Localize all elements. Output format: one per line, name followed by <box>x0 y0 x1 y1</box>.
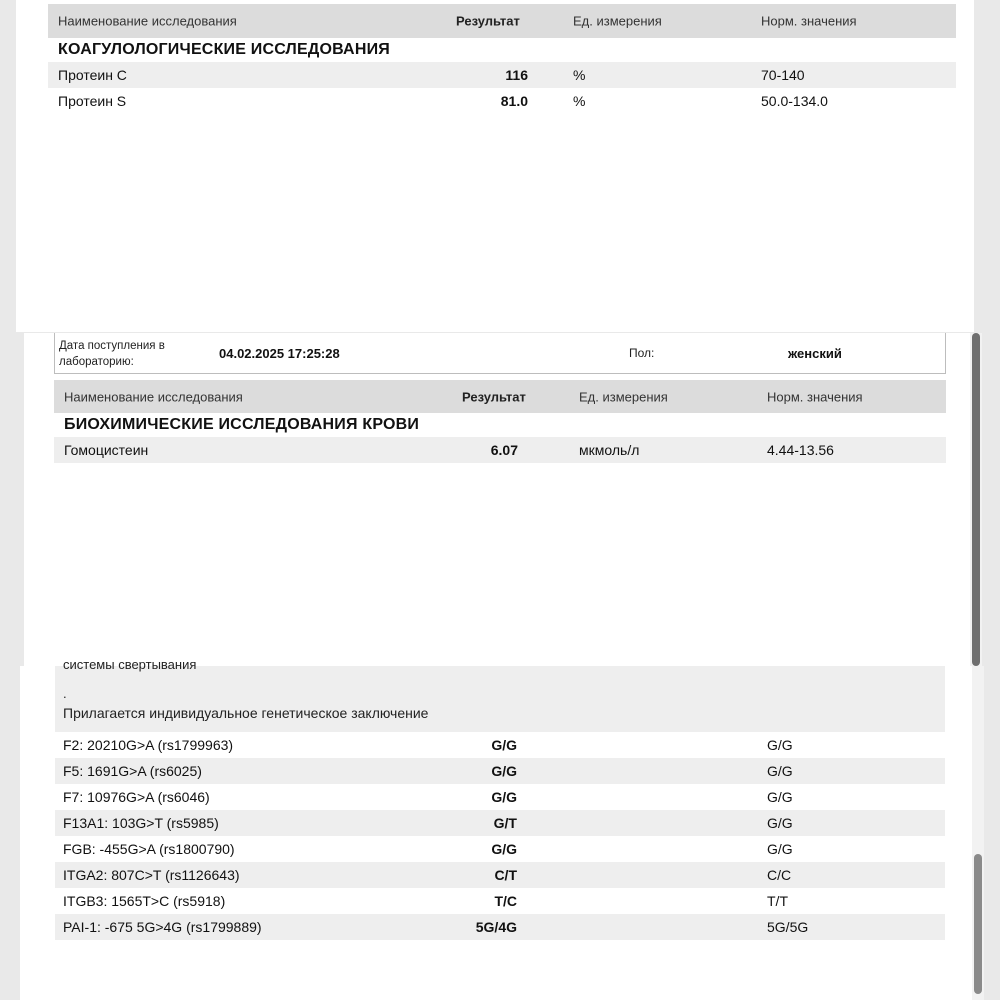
received-value: 04.02.2025 17:25:28 <box>219 346 340 361</box>
coag-section-row <box>48 37 956 63</box>
table-row <box>55 888 945 914</box>
gene-result: 5G/4G <box>475 919 517 935</box>
table-row <box>48 62 956 88</box>
table-row <box>55 836 945 862</box>
sex-value: женский <box>788 346 842 361</box>
gene-result: G/G <box>491 841 517 857</box>
table-row <box>55 732 945 758</box>
test-unit: % <box>573 93 586 109</box>
gene-name: F5: 1691G>A (rs6025) <box>63 763 202 779</box>
header-name: Наименование исследования <box>58 13 237 29</box>
gene-norm: G/G <box>767 789 793 805</box>
test-result: 6.07 <box>490 442 518 458</box>
genetic-note: Прилагается индивидуальное генетическое заключение <box>63 705 429 721</box>
table-row <box>55 862 945 888</box>
gene-name: PAI-1: -675 5G>4G (rs1799889) <box>63 919 262 935</box>
gene-result: T/C <box>494 893 517 909</box>
note-block <box>55 657 945 732</box>
table-row <box>55 784 945 810</box>
gene-norm: G/G <box>767 763 793 779</box>
gene-name: FGB: -455G>A (rs1800790) <box>63 841 235 857</box>
gene-norm: 5G/5G <box>767 919 809 935</box>
gene-norm: G/G <box>767 815 793 831</box>
gene-name: F2: 20210G>A (rs1799963) <box>63 737 234 753</box>
section-title: КОАГУЛОЛОГИЧЕСКИЕ ИССЛЕДОВАНИЯ <box>58 41 390 58</box>
dot-text: . <box>63 686 67 701</box>
gene-name: ITGA2: 807C>T (rs1126643) <box>63 867 240 883</box>
test-norm: 4.44-13.56 <box>767 442 834 458</box>
header-norm: Норм. значения <box>767 389 863 404</box>
table-row <box>55 810 945 836</box>
header-result: Результат <box>456 13 520 29</box>
bio-table-header <box>54 380 946 413</box>
screenshot-genetics <box>20 657 984 1000</box>
gene-norm: G/G <box>767 737 793 753</box>
gene-result: C/T <box>494 867 517 883</box>
screenshot-biochemistry <box>24 333 982 666</box>
gene-name: F13A1: 103G>T (rs5985) <box>63 815 219 831</box>
header-name: Наименование исследования <box>64 389 243 404</box>
gene-name: ITGB3: 1565T>C (rs5918) <box>63 893 226 909</box>
header-norm: Норм. значения <box>761 13 857 29</box>
table-row <box>54 437 946 463</box>
gene-name: F7: 10976G>A (rs6046) <box>63 789 210 805</box>
sex-label: Пол: <box>629 346 655 360</box>
test-norm: 70-140 <box>761 67 805 83</box>
test-name: Гомоцистеин <box>64 442 149 458</box>
gene-result: G/G <box>491 737 517 753</box>
received-label: Дата поступления в лабораторию: <box>59 340 165 368</box>
test-result: 81.0 <box>500 93 528 109</box>
cut-text: системы свертывания <box>63 657 197 672</box>
test-unit: мкмоль/л <box>579 442 640 458</box>
test-result: 116 <box>505 67 528 83</box>
table-row <box>55 914 945 940</box>
test-unit: % <box>573 67 586 83</box>
gene-result: G/T <box>493 815 517 831</box>
info-box <box>54 333 946 374</box>
scrollbar-thumb[interactable] <box>974 854 982 994</box>
scrollbar-track[interactable] <box>970 333 982 666</box>
coag-table-header <box>48 4 956 38</box>
gene-result: G/G <box>491 789 517 805</box>
section-title: БИОХИМИЧЕСКИЕ ИССЛЕДОВАНИЯ КРОВИ <box>64 416 420 433</box>
header-unit: Ед. измерения <box>573 13 662 29</box>
test-name: Протеин S <box>58 93 127 109</box>
gene-norm: C/C <box>767 867 792 883</box>
scrollbar-track[interactable] <box>972 666 984 1000</box>
table-row <box>48 88 956 114</box>
scrollbar-thumb[interactable] <box>972 333 980 666</box>
screenshot-coagulation <box>16 0 974 332</box>
gene-norm: G/G <box>767 841 793 857</box>
test-norm: 50.0-134.0 <box>761 93 828 109</box>
test-name: Протеин С <box>58 67 127 83</box>
header-unit: Ед. измерения <box>579 389 668 404</box>
bio-section-row <box>54 412 946 438</box>
header-result: Результат <box>462 389 526 404</box>
table-row <box>55 758 945 784</box>
gene-result: G/G <box>491 763 517 779</box>
gene-norm: T/T <box>767 893 788 909</box>
